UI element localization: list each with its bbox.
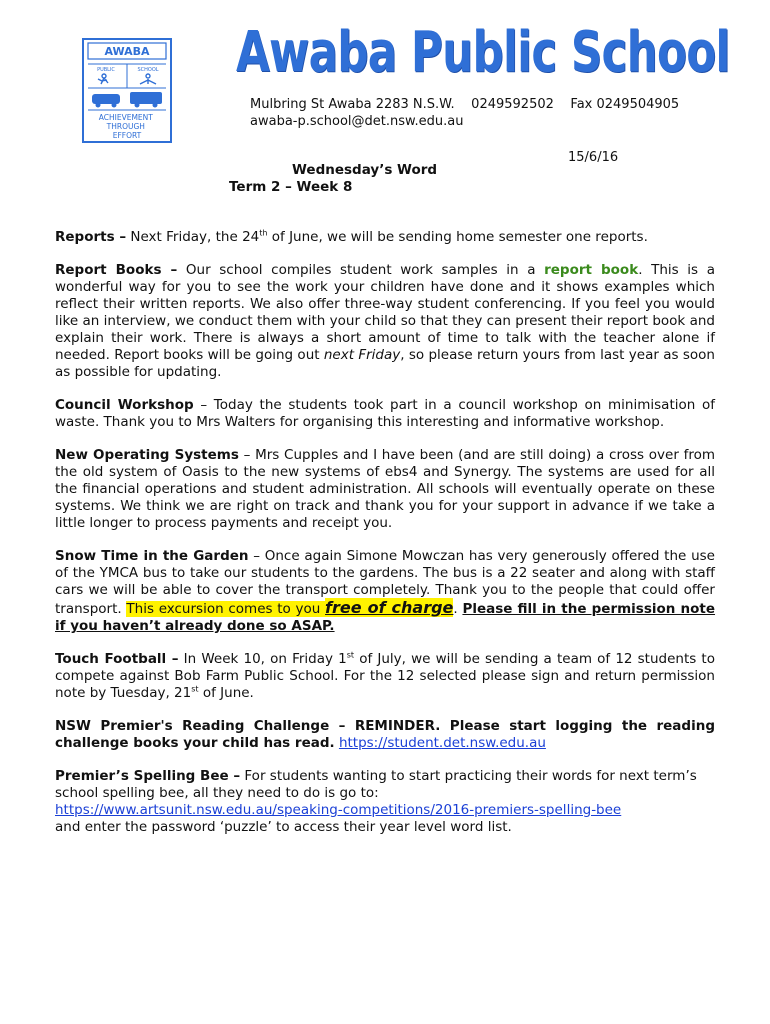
operating-title: New Operating Systems [55,447,239,463]
free-of-charge: free of charge [325,598,454,617]
newsletter-content [55,229,715,852]
logo-left-label: PUBLIC [97,67,115,73]
school-name: Awaba Public School [236,20,730,85]
permission-note-reminder: Please fill in the permission note if you haven’t already done so ASAP. [55,601,716,634]
reading-challenge-link[interactable]: https://student.det.nsw.edu.au [338,735,546,751]
spelling-bee-link[interactable]: https://www.artsunit.nsw.edu.au/speaking-competitions/2016-premiers-spelling-bee [55,802,622,818]
operating-systems-paragraph: New Operating Systems – Mrs Cupples and I have been (and are still doing) a cross over from the old system of Oasis to the new systems of ebs4 and Synergy. The systems are used for all the financial operations and student administration. All schools will eventually operate on these systems. We think we are right on track and thank you for your support in advance if we take a little longer to process payments and receipt you. [55,447,716,531]
school-address: Mulbring St Awaba 2283 N.S.W. 0249592502 Fax 0249504905 awaba-p.school@det.nsw.edu.au [250,97,680,129]
reports-title: Reports – [55,229,127,245]
reading-challenge-paragraph [55,718,715,752]
spelling-bee-paragraph: Premier’s Spelling Bee – For students wanting to start practicing their words for next term’s school spelling bee, all they need to do is go to: https://www.artsunit.nsw.edu.au/speaking-competitions/2016-premiers-spelling-bee and enter the password ‘puzzle’ to access their year level word list. [55,768,697,835]
reading-title: NSW Premier's Reading Challenge – REMINDER. Please start logging the reading challenge books your child has read. [55,718,715,751]
school-logo [82,38,172,143]
council-paragraph: Council Workshop – Today the students took part in a council workshop on minimisation of waste. Thank you to Mrs Walters for organising this interesting and informative workshop. [55,397,716,430]
report-book-highlight: report book [544,262,639,278]
report-books-title: Report Books – [55,262,178,278]
touch-football-paragraph: Touch Football – In Week 10, on Friday 1st of July, we will be sending a team of 12 students to compete against Bob Farm Public School. For the 12 selected please sign and return permission note by Tuesday, 21st of June. [55,650,715,701]
touch-title: Touch Football – [55,651,179,667]
excursion-highlight: This excursion comes to you [126,601,326,617]
logo-top-text: AWABA [104,45,150,58]
logo-motto: ACHIEVEMENT THROUGH EFFORT [98,113,153,140]
heading-title: Wednesday’s Word [292,162,438,178]
spelling-title: Premier’s Spelling Bee – [55,768,241,784]
report-books-paragraph: Report Books – Our school compiles student work samples in a report book. This is a wonderful way for you to see the work your children have done and it shows examples which reflect their written reports. We also offer three-way student conferencing. If you feel you would like an interview, we conduct them with your child so that they can present their report book and explain their work. There is always a short amount of time to talk with the teacher alone if needed. Report books will be going out next Friday, so please return yours from last year as soon as possible for updating. [55,262,715,380]
snow-time-paragraph: Snow Time in the Garden – Once again Simone Mowczan has very generously offered the use of the YMCA bus to take our students to the gardens. The bus is a 22 seater and along with staff cars we will be able to cover the transport completely. Thank you to the people that could offer transport. This excursion comes to you free of charge. Please fill in the permission note if you haven’t already done so ASAP. [55,548,716,634]
council-title: Council Workshop [55,397,194,413]
newsletter-date: 15/6/16 [568,150,619,165]
reports-paragraph: Reports – Next Friday, the 24th of June, we will be sending home semester one reports. [55,228,648,245]
snow-title: Snow Time in the Garden [55,548,249,564]
heading-term: Term 2 – Week 8 [229,179,353,195]
logo-right-label: SCHOOL [137,67,159,73]
